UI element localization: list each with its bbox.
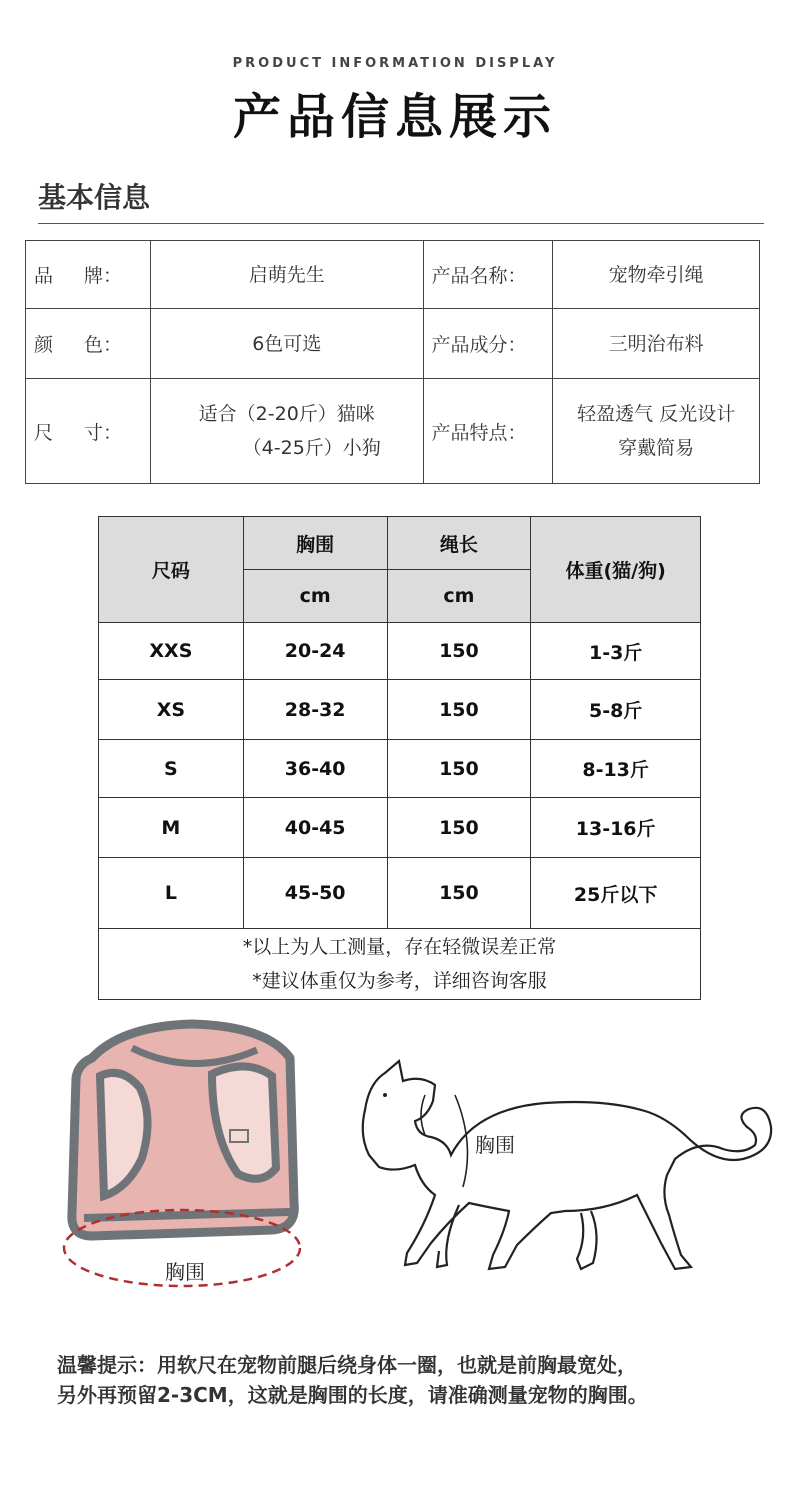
cat-outline-image <box>355 1055 785 1295</box>
cell-rope: 150 <box>387 798 531 858</box>
material-value: 三明治布料 <box>553 309 760 379</box>
table-notes: *以上为人工测量，存在轻微误差正常 *建议体重仅为参考，详细咨询客服 <box>99 929 701 1000</box>
product-name-key: 产品名称： <box>423 241 553 309</box>
table-row <box>99 680 701 740</box>
cell-size: XXS <box>99 623 244 680</box>
cell-rope: 150 <box>387 740 531 798</box>
header-size: 尺码 <box>99 517 244 623</box>
cell-rope: 150 <box>387 680 531 740</box>
cell-size: S <box>99 740 244 798</box>
cell-weight: 8-13斤 <box>531 740 701 798</box>
cell-size: L <box>99 858 244 929</box>
cell-weight: 5-8斤 <box>531 680 701 740</box>
cell-weight: 1-3斤 <box>531 623 701 680</box>
cell-weight: 13-16斤 <box>531 798 701 858</box>
table-row <box>26 379 760 484</box>
cat-front-leg <box>437 1205 459 1267</box>
cell-chest: 36-40 <box>243 740 387 798</box>
harness-chest-label: 胸围 <box>165 1260 205 1284</box>
cat-eye <box>383 1093 387 1097</box>
cell-chest: 40-45 <box>243 798 387 858</box>
header-rope: 绳长 <box>387 517 531 570</box>
header-rope-unit: cm <box>387 570 531 623</box>
product-name-value: 宠物牵引绳 <box>553 241 760 309</box>
color-value: 6色可选 <box>150 309 423 379</box>
table-row <box>26 309 760 379</box>
measurement-tip <box>57 1350 777 1410</box>
features-key: 产品特点： <box>423 379 553 484</box>
cat-illustration <box>355 1055 785 1295</box>
size-chart-table <box>98 516 701 1000</box>
size-value: 适合（2-20斤）猫咪 （4-25斤）小狗 <box>150 379 423 484</box>
english-title: PRODUCT INFORMATION DISPLAY <box>232 56 558 71</box>
features-value: 轻盈透气 反光设计 穿戴简易 <box>553 379 760 484</box>
brand-value: 启萌先生 <box>150 241 423 309</box>
table-row <box>99 798 701 858</box>
cell-weight: 25斤以下 <box>531 858 701 929</box>
tip-line: 另外再预留2-3CM，这就是胸围的长度，请准确测量宠物的胸围。 <box>57 1383 648 1407</box>
cell-chest: 45-50 <box>243 858 387 929</box>
table-header-row <box>99 517 701 570</box>
table-row <box>99 858 701 929</box>
basic-info-table <box>25 240 760 484</box>
harness-illustration <box>62 1018 322 1298</box>
cat-chest-label: 胸围 <box>475 1133 515 1157</box>
color-key: 颜 色： <box>26 309 151 379</box>
table-row <box>99 740 701 798</box>
cell-size: XS <box>99 680 244 740</box>
tip-line: 温馨提示：用软尺在宠物前腿后绕身体一圈，也就是前胸最宽处， <box>57 1353 637 1377</box>
table-row <box>99 623 701 680</box>
cell-chest: 20-24 <box>243 623 387 680</box>
cell-rope: 150 <box>387 623 531 680</box>
page-title: 产品信息展示 <box>232 89 557 145</box>
material-key: 产品成分： <box>423 309 553 379</box>
table-notes-row <box>99 929 701 1000</box>
brand-key: 品 牌： <box>26 241 151 309</box>
header-chest: 胸围 <box>243 517 387 570</box>
header-chest-unit: cm <box>243 570 387 623</box>
cat-hind-leg <box>577 1211 597 1269</box>
table-row <box>26 241 760 309</box>
heading-divider <box>38 223 764 224</box>
size-key: 尺 寸： <box>26 379 151 484</box>
header-weight: 体重(猫/狗) <box>531 517 701 623</box>
cell-size: M <box>99 798 244 858</box>
cell-chest: 28-32 <box>243 680 387 740</box>
basic-info-heading: 基本信息 <box>38 181 151 214</box>
cell-rope: 150 <box>387 858 531 929</box>
